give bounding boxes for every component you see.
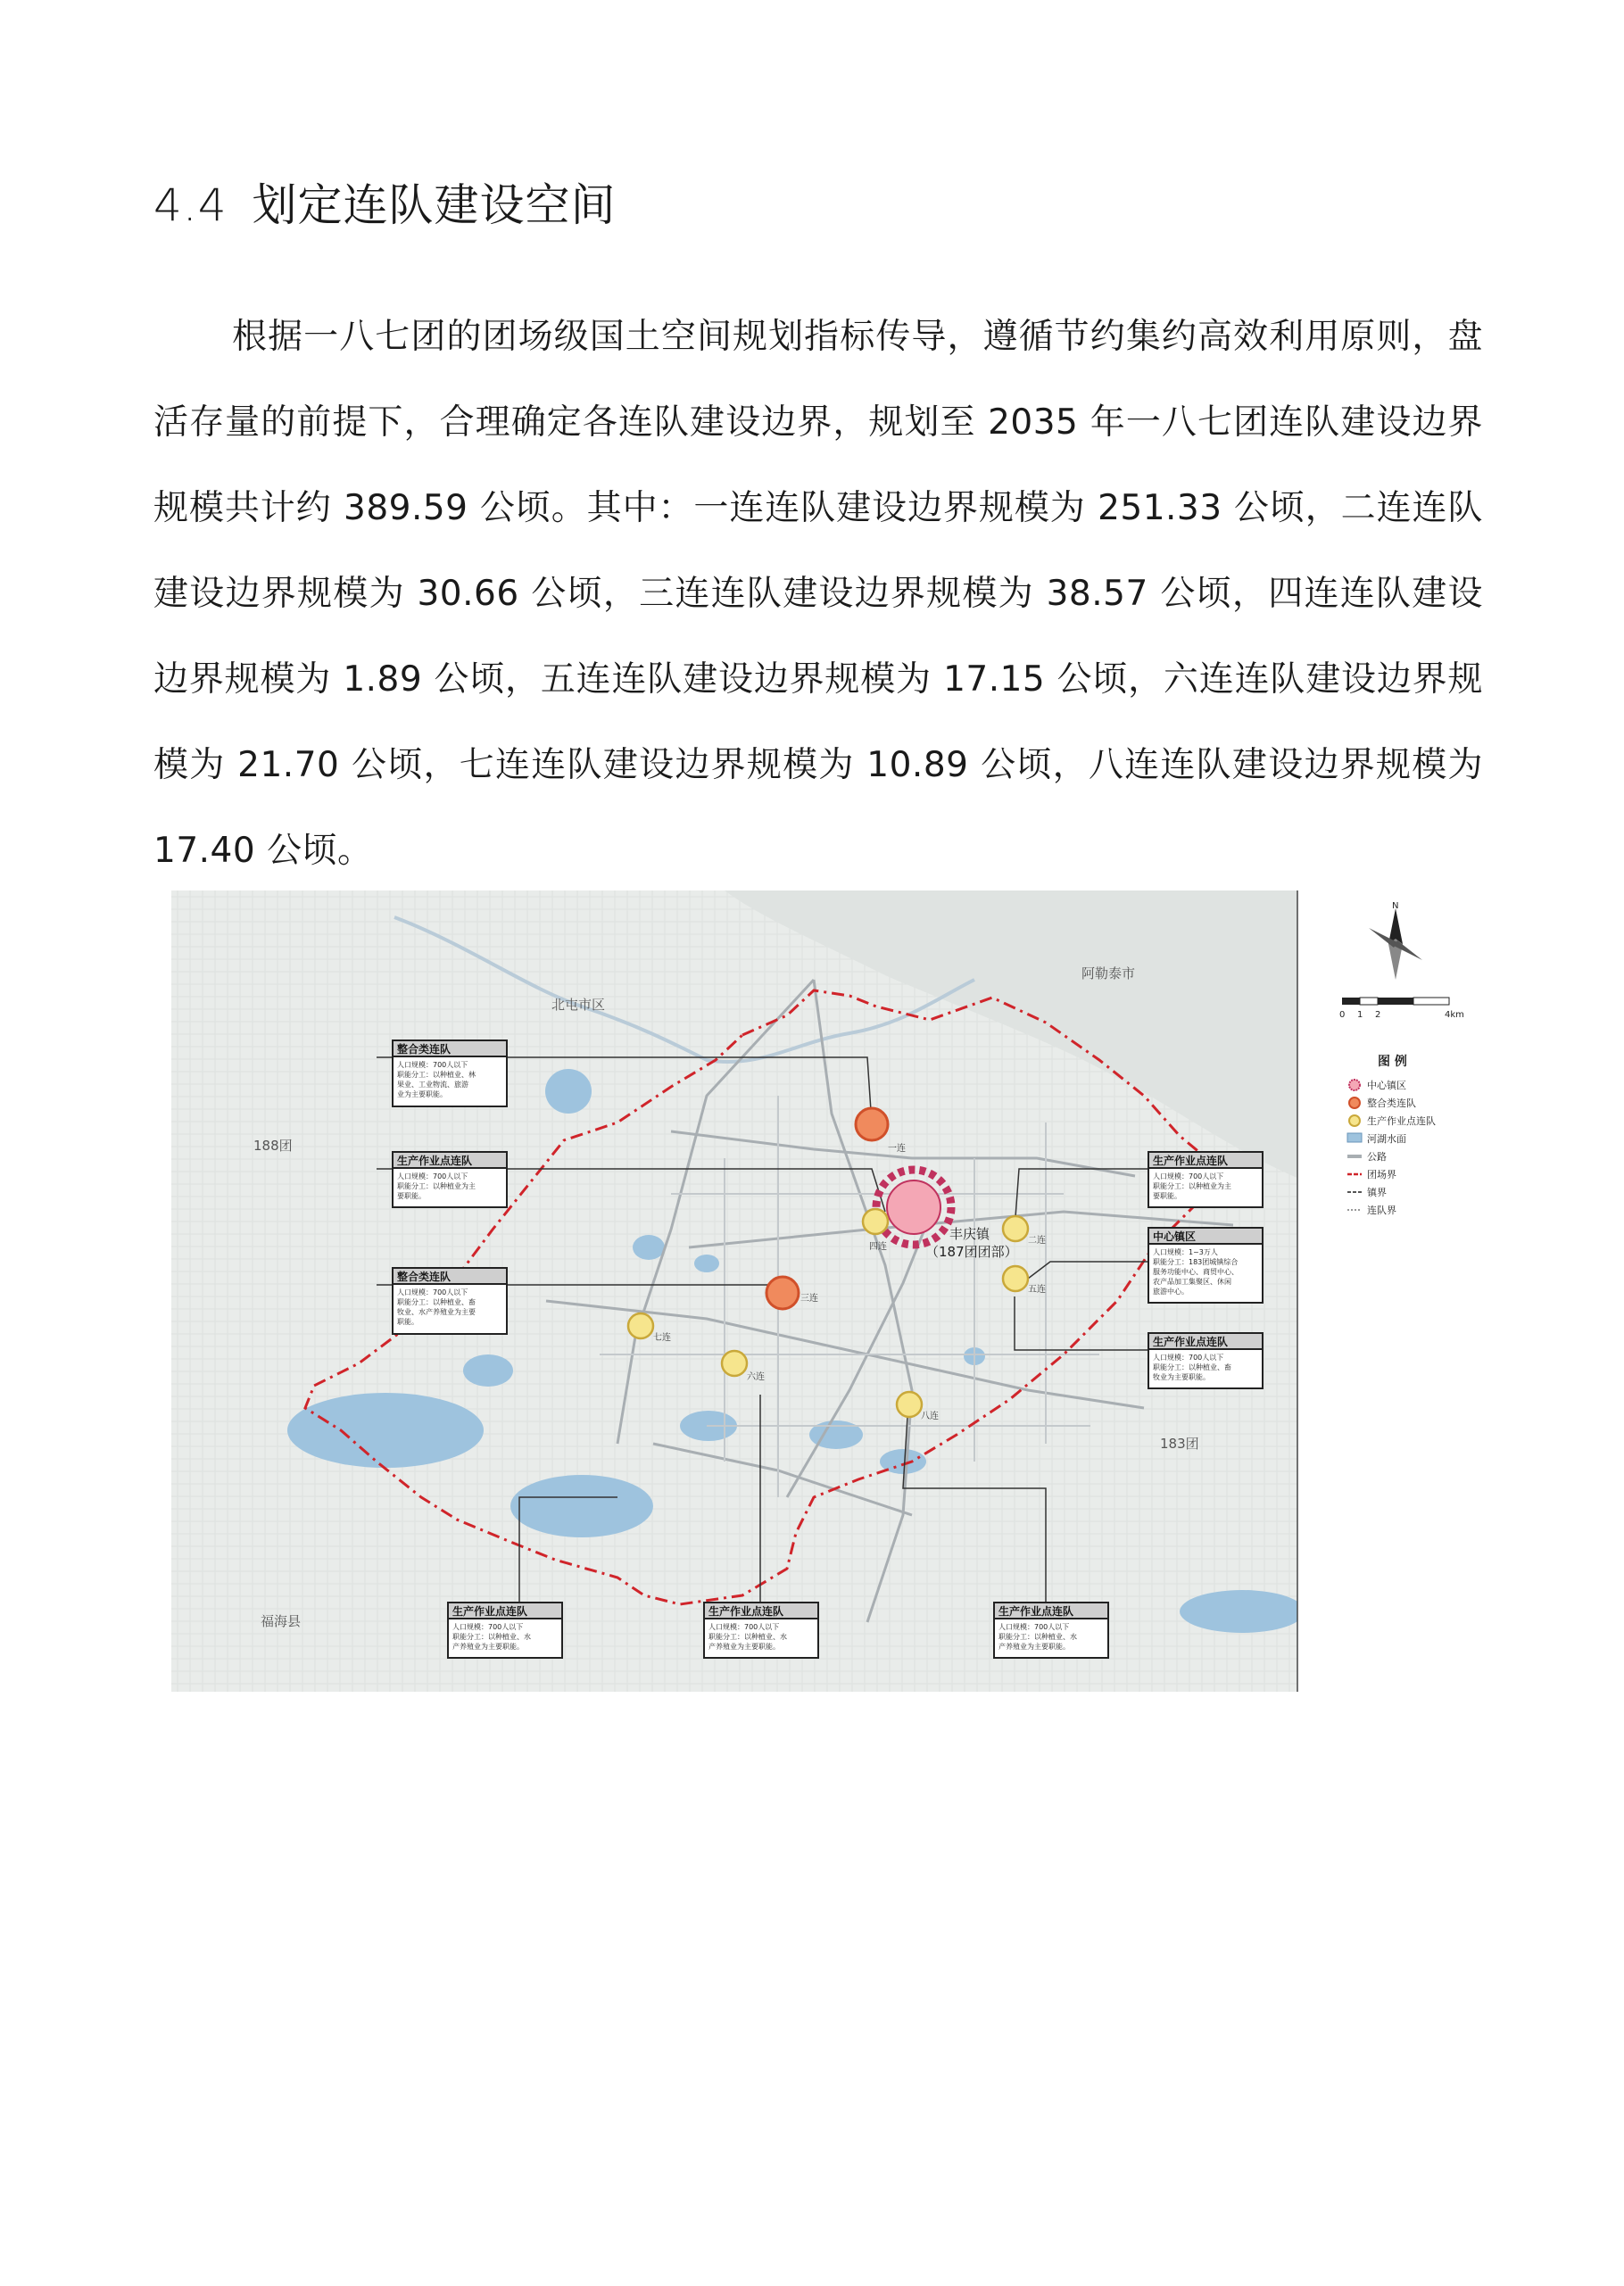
callout-f-line-2: 职能分工：以种植业、畜 [1153,1363,1231,1371]
lake-small-1 [633,1235,665,1260]
callout-c-line-1: 人口规模：700人以下 [397,1288,468,1296]
callout-h-title: 生产作业点连队 [708,1605,784,1618]
callout-e-line-2: 职能分工：183团城镇综合 [1153,1258,1239,1266]
callout-e-line-5: 旅游中心。 [1153,1288,1189,1296]
callout-e-line-4: 农产品加工集聚区、休闲 [1153,1278,1231,1286]
callout-production-d [1148,1152,1263,1207]
company-8-marker [897,1392,922,1417]
legend-water: 河湖水面 [1367,1133,1406,1145]
label-company-5: 五连 [1028,1285,1046,1295]
section-number: 4.4 [153,179,228,231]
label-beitun: 北屯市区 [551,997,606,1013]
label-company-8: 八连 [921,1412,939,1421]
label-183: 183团 [1160,1436,1199,1452]
callout-g-line-2: 职能分工：以种植业、水 [452,1633,531,1641]
callout-b-line-1: 人口规模：700人以下 [397,1172,468,1180]
label-company-3: 三连 [800,1294,818,1304]
callout-a-line-2: 职能分工：以种植业、林 [397,1071,476,1079]
legend-swatch-production [1349,1115,1360,1126]
legend-road: 公路 [1367,1151,1387,1163]
callout-c-title: 整合类连队 [397,1271,452,1283]
label-aletai: 阿勒泰市 [1081,965,1136,981]
legend-swatch-center [1349,1080,1360,1090]
legend-title: 图 例 [1378,1055,1407,1069]
callout-d-line-1: 人口规模：700人以下 [1153,1172,1224,1180]
legend-integrated: 整合类连队 [1367,1097,1416,1109]
label-company-6: 六连 [747,1372,765,1382]
company-7-marker [628,1313,653,1338]
callout-d-title: 生产作业点连队 [1153,1155,1229,1167]
legend-center: 中心镇区 [1367,1080,1406,1091]
callout-a-title: 整合类连队 [397,1043,452,1056]
callout-production-i [994,1603,1108,1658]
label-company-7: 七连 [653,1333,671,1343]
callout-center-e [1148,1228,1263,1303]
north-label: N [1392,901,1399,911]
callout-c-line-3: 牧业、水产养殖业为主要 [397,1308,476,1316]
town-name-label: 丰庆镇 [949,1226,990,1242]
callout-integrated-a [393,1040,507,1106]
lake-small-2 [694,1255,719,1272]
callout-f-title: 生产作业点连队 [1153,1336,1229,1348]
legend-swatch-water [1347,1133,1362,1142]
callout-g-line-1: 人口规模：700人以下 [452,1623,524,1631]
company-4-marker [863,1209,888,1234]
company-3-marker [766,1277,799,1309]
label-fuhai: 福海县 [261,1613,302,1629]
section-heading [153,170,617,234]
callout-production-g [448,1603,562,1658]
callout-a-line-3: 果业、工业物流、旅游 [397,1081,468,1089]
callout-c-line-4: 职能。 [397,1318,418,1326]
body-paragraph: 根据一八七团的团场级国土空间规划指标传导，遵循节约集约高效利用原则，盘活存量的前提下，合理确定各连队建设边界，规划至 2035 年一八七团连队建设边界规模共计约 389.59 公顷。其中：一连连队建设边界规模为 251.33 公顷，二连连队建设边界规模为 30.66 公顷，三连连队建设边界规模为 38.57 公顷，四连连队建设边界规模为 1.89 公顷，五连连队建设边界规模为 17.15 公顷，六连连队建设边界规模为 21.70 公顷，七连连队建设边界规模为 10.89 公顷，八连连队建设边界规模为 17.40 公顷。 [153,317,1483,871]
label-company-2: 二连 [1028,1236,1046,1246]
callout-b-line-2: 职能分工：以种植业为主 [397,1182,476,1190]
center-town-core [887,1180,940,1234]
scale-0: 0 [1339,1010,1346,1020]
callout-b-title: 生产作业点连队 [397,1155,473,1167]
callout-f-line-3: 牧业为主要职能。 [1153,1373,1210,1381]
label-company-1: 一连 [888,1144,906,1154]
legend-town: 镇界 [1367,1187,1387,1198]
callout-h-line-1: 人口规模：700人以下 [708,1623,780,1631]
lake-southeast [1180,1590,1305,1633]
legend-area [1315,890,1487,1692]
callout-g-title: 生产作业点连队 [452,1605,528,1618]
callout-e-title: 中心镇区 [1153,1230,1197,1243]
callout-d-line-3: 要职能。 [1153,1192,1181,1200]
label-company-4: 四连 [869,1242,887,1252]
callout-f-line-1: 人口规模：700人以下 [1153,1354,1224,1362]
legend-production: 生产作业点连队 [1367,1115,1436,1127]
legend-company: 连队界 [1367,1205,1396,1216]
scale-2: 2 [1375,1010,1381,1020]
callout-production-f [1148,1333,1263,1388]
callout-a-line-4: 业为主要职能。 [397,1090,447,1098]
company-2-marker [1003,1216,1028,1241]
callout-e-line-1: 人口规模：1~3万人 [1153,1248,1218,1256]
callout-c-line-2: 职能分工：以种植业、畜 [397,1298,476,1306]
callout-g-line-3: 产养殖业为主要职能。 [452,1643,524,1651]
planning-map-svg [171,890,1315,1692]
callout-a-line-1: 人口规模：700人以下 [397,1061,468,1069]
legend-swatch-integrated [1349,1097,1360,1108]
company-6-marker [722,1351,747,1376]
lake-large-west [287,1393,484,1468]
planning-map [171,890,1464,1692]
callout-i-title: 生产作业点连队 [998,1605,1074,1618]
callout-e-line-3: 服务功能中心、商贸中心、 [1153,1268,1239,1276]
callout-i-line-3: 产养殖业为主要职能。 [998,1643,1070,1651]
town-sub-label: （187团团部） [925,1244,1018,1260]
company-1-marker [856,1108,888,1140]
callout-h-line-2: 职能分工：以种植业、水 [708,1633,787,1641]
callout-b-line-3: 要职能。 [397,1192,426,1200]
callout-i-line-2: 职能分工：以种植业、水 [998,1633,1077,1641]
scale-1: 1 [1357,1010,1363,1020]
lake-southwest [510,1475,653,1537]
callout-i-line-1: 人口规模：700人以下 [998,1623,1070,1631]
lake-west [463,1354,513,1387]
callout-d-line-2: 职能分工：以种植业为主 [1153,1182,1231,1190]
legend-regiment: 团场界 [1367,1169,1396,1180]
callout-production-b [393,1152,507,1207]
section-title: 划定连队建设空间 [252,179,617,231]
callout-h-line-3: 产养殖业为主要职能。 [708,1643,780,1651]
lake-north [545,1069,592,1114]
callout-integrated-c [393,1268,507,1334]
label-188: 188团 [253,1138,293,1154]
company-5-marker [1003,1266,1028,1291]
legend-panel [1297,890,1315,1692]
callout-production-h [704,1603,818,1658]
scale-4km: 4km [1445,1010,1464,1020]
